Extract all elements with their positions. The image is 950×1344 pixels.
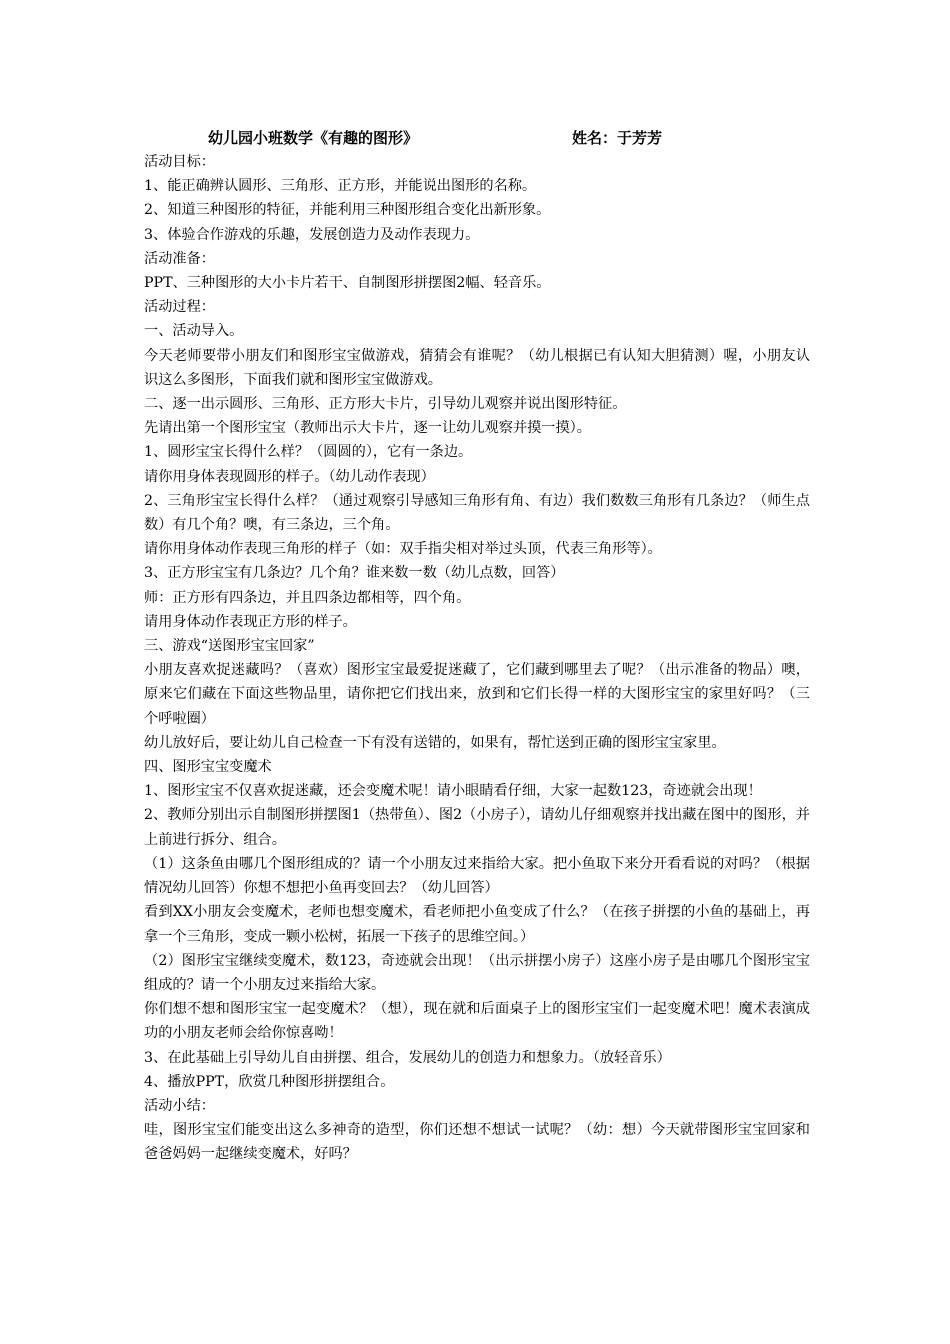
- paragraph: 师：正方形有四条边，并且四条边都相等，四个角。: [144, 589, 471, 606]
- title-row: [144, 126, 810, 150]
- paragraph: 2、三角形宝宝长得什么样？（通过观察引导感知三角形有角、有边）我们数数三角形有几条边？（师生点数）有几个角？噢，有三条边，三个角。: [144, 492, 810, 534]
- paragraph: 2、知道三种图形的特征，并能利用三种图形组合变化出新形象。: [144, 202, 551, 219]
- paragraph: 3、在此基础上引导幼儿自由拼摆、组合，发展幼儿的创造力和想象力。（放轻音乐）: [144, 1049, 671, 1066]
- subsection-heading: 一、活动导入。: [144, 323, 244, 340]
- paragraph: 你们想不想和图形宝宝一起变魔术？（想），现在就和后面桌子上的图形宝宝们一起变魔术吧！魔术表演成功的小朋友老师会给你惊喜呦！: [144, 1001, 810, 1042]
- section-heading: 活动过程：: [144, 299, 215, 316]
- subsection-heading: 三、游戏“送图形宝宝回家”: [144, 638, 315, 655]
- paragraph: 先请出第一个图形宝宝（教师出示大卡片，逐一让幼儿观察并摸一摸）。: [144, 420, 591, 437]
- paragraph: 1、能正确辨认圆形、三角形、正方形，并能说出图形的名称。: [144, 178, 537, 195]
- section-heading: 活动目标：: [144, 154, 215, 170]
- paragraph: 哇，图形宝宝们能变出这么多神奇的造型，你们还想不想试一试呢？（幼：想）今天就带图形宝宝回家和爸爸妈妈一起继续变魔术，好吗？: [144, 1122, 810, 1163]
- paragraph: 3、体验合作游戏的乐趣，发展创造力及动作表现力。: [144, 226, 480, 243]
- paragraph: 请你用身体动作表现三角形的样子（如：双手指尖相对举过头顶，代表三角形等）。: [144, 541, 662, 558]
- paragraph: 1、圆形宝宝长得什么样？（圆圆的），它有一条边。: [144, 444, 473, 461]
- paragraph: 2、教师分别出示自制图形拼摆图1（热带鱼）、图2（小房子），请幼儿仔细观察并找出藏在图中的图形，并上前进行拆分、组合。: [144, 807, 810, 848]
- paragraph: 小朋友喜欢捉迷藏吗？（喜欢）图形宝宝最爱捉迷藏了，它们藏到哪里去了呢？（出示准备的物品）噢，原来它们藏在下面这些物品里，请你把它们找出来，放到和它们长得一样的大图形宝宝的家里好吗？（三个呼啦圈）: [144, 662, 810, 727]
- section-heading: 活动准备：: [144, 250, 215, 267]
- paragraph: 4、播放PPT，欣赏几种图形拼摆组合。: [144, 1073, 395, 1090]
- paragraph: （1）这条鱼由哪几个图形组成的？请一个小朋友过来指给大家。把小鱼取下来分开看看说的对吗？（根据情况幼儿回答）你想不想把小鱼再变回去？（幼儿回答）: [144, 855, 810, 897]
- paragraph: PPT、三种图形的大小卡片若干、自制图形拼摆图2幅、轻音乐。: [144, 275, 551, 292]
- section-heading: 活动小结：: [144, 1097, 215, 1114]
- subsection-heading: 二、逐一出示圆形、三角形、正方形大卡片，引导幼儿观察并说出图形特征。: [144, 396, 627, 413]
- paragraph: （2）图形宝宝继续变魔术，数123，奇迹就会出现！（出示拼摆小房子）这座小房子是由哪几个图形宝宝组成的？请一个小朋友过来指给大家。: [144, 952, 810, 993]
- paragraph: 今天老师要带小朋友们和图形宝宝做游戏，猜猜会有谁呢？（幼儿根据已有认知大胆猜测）喔，小朋友认识这么多图形，下面我们就和图形宝宝做游戏。: [144, 347, 810, 388]
- subsection-heading: 四、图形宝宝变魔术: [144, 759, 272, 776]
- paragraph: 3、正方形宝宝有几条边？几个角？谁来数一数（幼儿点数，回答）: [144, 565, 565, 582]
- paragraph: 幼儿放好后，要让幼儿自己检查一下有没有送错的，如果有，帮忙送到正确的图形宝宝家里。: [144, 734, 726, 751]
- paragraph: 看到XX小朋友会变魔术，老师也想变魔术，看老师把小鱼变成了什么？（在孩子拼摆的小鱼的基础上，再拿一个三角形，变成一颗小松树，拓展一下孩子的思维空间。）: [144, 904, 810, 945]
- document-page: [144, 126, 810, 1167]
- document-title: 幼儿园小班数学《有趣的图形》: [208, 129, 419, 147]
- paragraph: 1、图形宝宝不仅喜欢捉迷藏，还会变魔术呢！请小眼睛看仔细，大家一起数123，奇迹就会出现！: [144, 783, 762, 800]
- paragraph: 请用身体动作表现正方形的样子。: [144, 613, 357, 630]
- author-name: 姓名：于芳芳: [572, 129, 663, 147]
- paragraph: 请你用身体表现圆形的样子。（幼儿动作表现）: [144, 468, 435, 485]
